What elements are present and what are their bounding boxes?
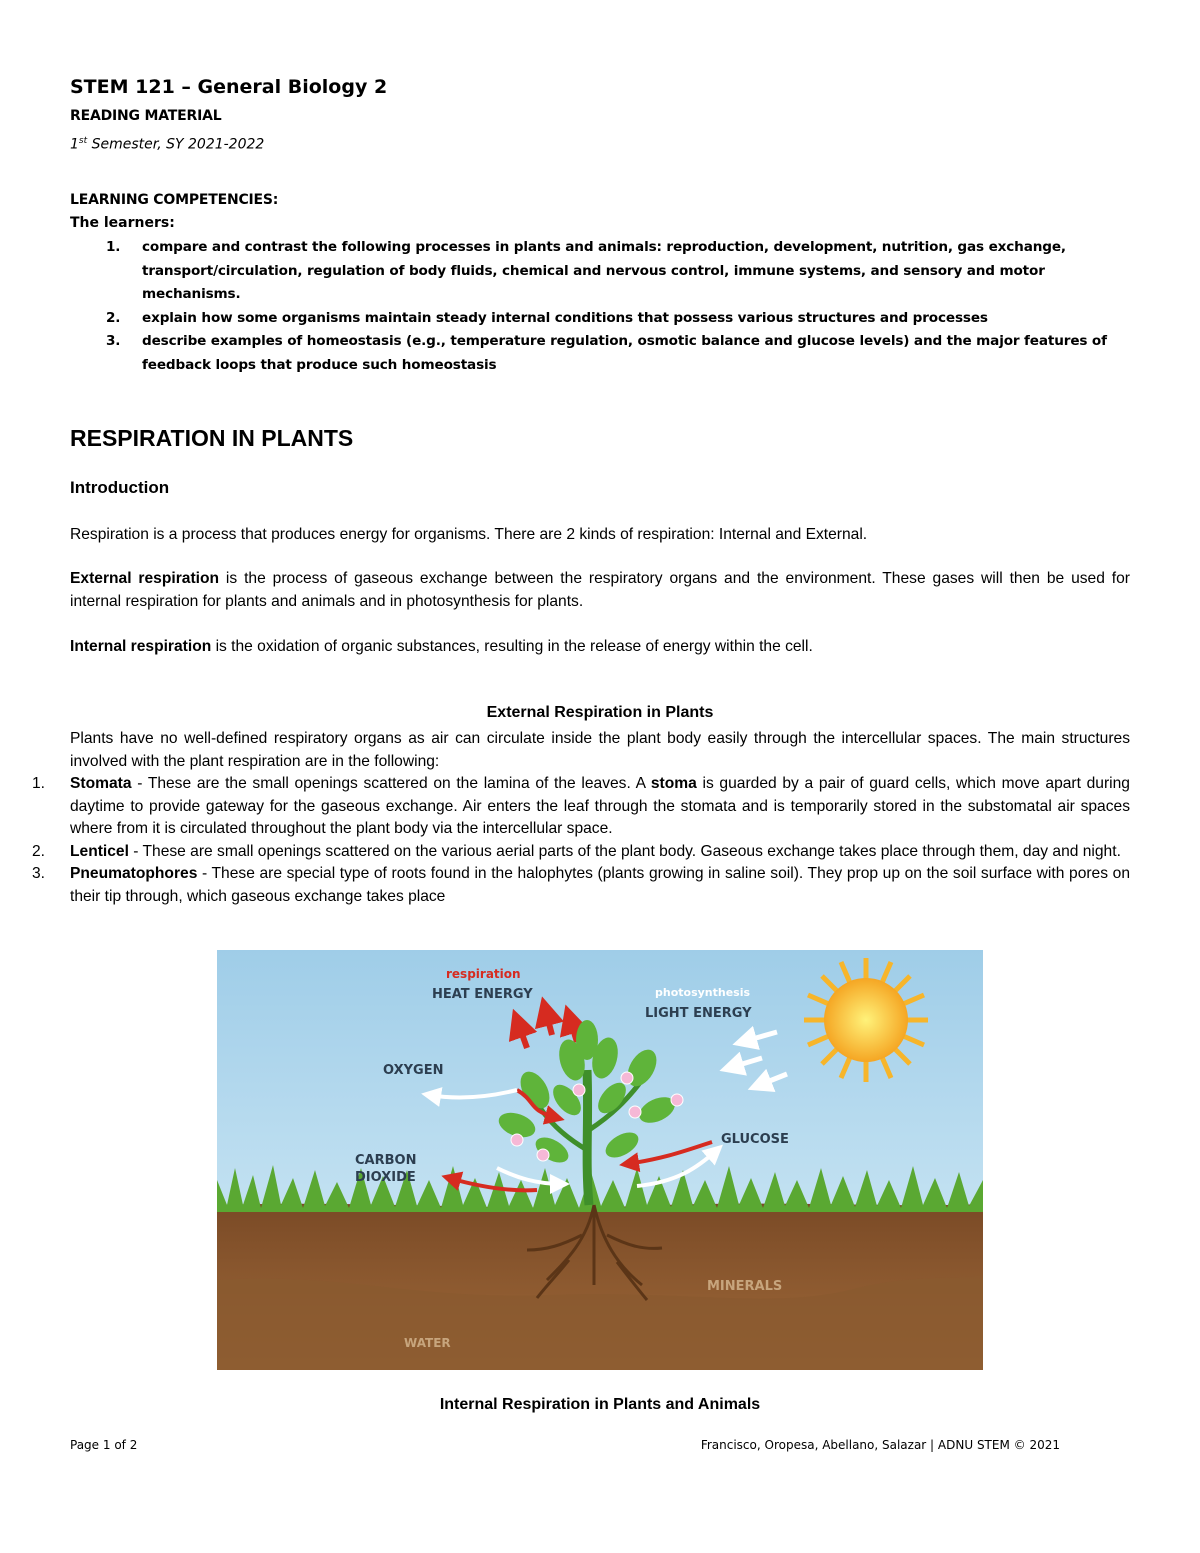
semester-label <box>70 136 264 153</box>
light-energy-label: LIGHT ENERGY <box>645 1006 752 1021</box>
list-number: 3. <box>32 865 46 883</box>
list-number: 1. <box>32 775 46 792</box>
semester-rest: Semester, SY 2021-2022 <box>87 136 265 153</box>
internal-term: Internal respiration <box>70 638 212 655</box>
structure-text: is guarded by a pair of guard cells, which move apart during daytime to provide gateway for the gaseous exchange. Air enters the leaf through the stomata and is temporarily stored in the substomatal air spaces where from it is circulated throughout the plant body via the intercellular space. <box>70 775 1130 838</box>
structure-text: - These are special type of roots found in the halophytes (plants growing in saline soil). They prop up on the soil surface with pores on their tip through, which gaseous exchange takes place <box>70 865 1130 905</box>
footer-credits: Francisco, Oropesa, Abellano, Salazar | ADNU STEM © 2021 <box>700 1438 1060 1452</box>
list-text: compare and contrast the following processes in plants and animals: reproduction, development, nutrition, gas exchange, transport/circulation, regulation of body fluids, chemical and nervous control, immune systems, and sensory and motor mechanisms. <box>142 239 1066 302</box>
main-title: RESPIRATION IN PLANTS <box>70 425 354 451</box>
external-respiration-paragraph <box>70 568 1130 613</box>
heat-energy-label: HEAT ENERGY <box>432 987 533 1002</box>
structure-term: Pneumatophores <box>70 865 198 883</box>
internal-respiration-paragraph <box>70 636 1130 659</box>
competencies-heading: LEARNING COMPETENCIES: <box>70 192 279 208</box>
list-item <box>32 841 1130 864</box>
photosynthesis-label: photosynthesis <box>655 986 751 999</box>
oxygen-label: OXYGEN <box>383 1063 444 1078</box>
page-number: Page 1 of 2 <box>70 1438 138 1452</box>
internal-section-title: Internal Respiration in Plants and Animals <box>439 1396 761 1413</box>
list-number: 1. <box>106 239 121 255</box>
glucose-label: GLUCOSE <box>721 1132 789 1147</box>
list-item <box>106 236 1142 307</box>
water-label: WATER <box>404 1336 451 1350</box>
plant-respiration-diagram <box>217 950 983 1370</box>
structure-term: Stomata <box>70 775 132 792</box>
list-text: describe examples of homeostasis (e.g., temperature regulation, osmotic balance and glucose levels) and the major features of feedback loops that produce such homeostasis <box>142 333 1107 373</box>
list-item <box>106 307 1142 331</box>
introduction-heading: Introduction <box>70 478 170 497</box>
list-item <box>32 773 1130 841</box>
carbon-label: CARBON <box>355 1153 417 1168</box>
structure-text: - These are small openings scattered on the various aerial parts of the plant body. Gaseous exchange takes place through them, day and night. <box>128 842 1121 860</box>
list-text: explain how some organisms maintain steady internal conditions that possess various structures and processes <box>142 309 988 326</box>
semester-sup: st <box>78 136 88 146</box>
external-term: External respiration <box>70 570 220 587</box>
external-text: is the process of gaseous exchange between the respiratory organs and the environment. These gases will then be used for internal respiration for plants and animals and in photosynthesis for plants. <box>70 570 1130 610</box>
dioxide-label: DIOXIDE <box>355 1170 416 1185</box>
competencies-list <box>70 236 1142 377</box>
minerals-label: MINERALS <box>707 1279 783 1294</box>
structure-term: Lenticel <box>70 842 129 860</box>
list-number: 3. <box>106 333 121 349</box>
structure-text: - These are the small openings scattered on the lamina of the leaves. A <box>131 775 651 792</box>
respiration-label: respiration <box>446 967 521 981</box>
external-section-title: External Respiration in Plants <box>486 704 714 721</box>
semester-prefix: 1 <box>70 136 79 153</box>
introduction-paragraph: Respiration is a process that produces energy for organisms. There are 2 kinds of respiration: Internal and External. <box>70 526 868 543</box>
list-item <box>106 330 1142 377</box>
list-number: 2. <box>32 842 46 860</box>
course-title: STEM 121 – General Biology 2 <box>70 76 388 98</box>
sun-icon <box>804 958 928 1082</box>
structure-term: stoma <box>650 775 697 792</box>
internal-text: is the oxidation of organic substances, resulting in the release of energy within the cell. <box>211 638 813 655</box>
competencies-subheading: The learners: <box>70 215 175 231</box>
list-number: 2. <box>106 309 121 326</box>
reading-material-label: READING MATERIAL <box>70 108 222 124</box>
external-section-intro: Plants have no well-defined respiratory organs as air can circulate inside the plant body easily through the intercellular spaces. The main structures involved with the plant respiration are in the following: <box>70 730 1130 770</box>
list-item <box>32 863 1130 908</box>
structures-list <box>32 773 1130 909</box>
